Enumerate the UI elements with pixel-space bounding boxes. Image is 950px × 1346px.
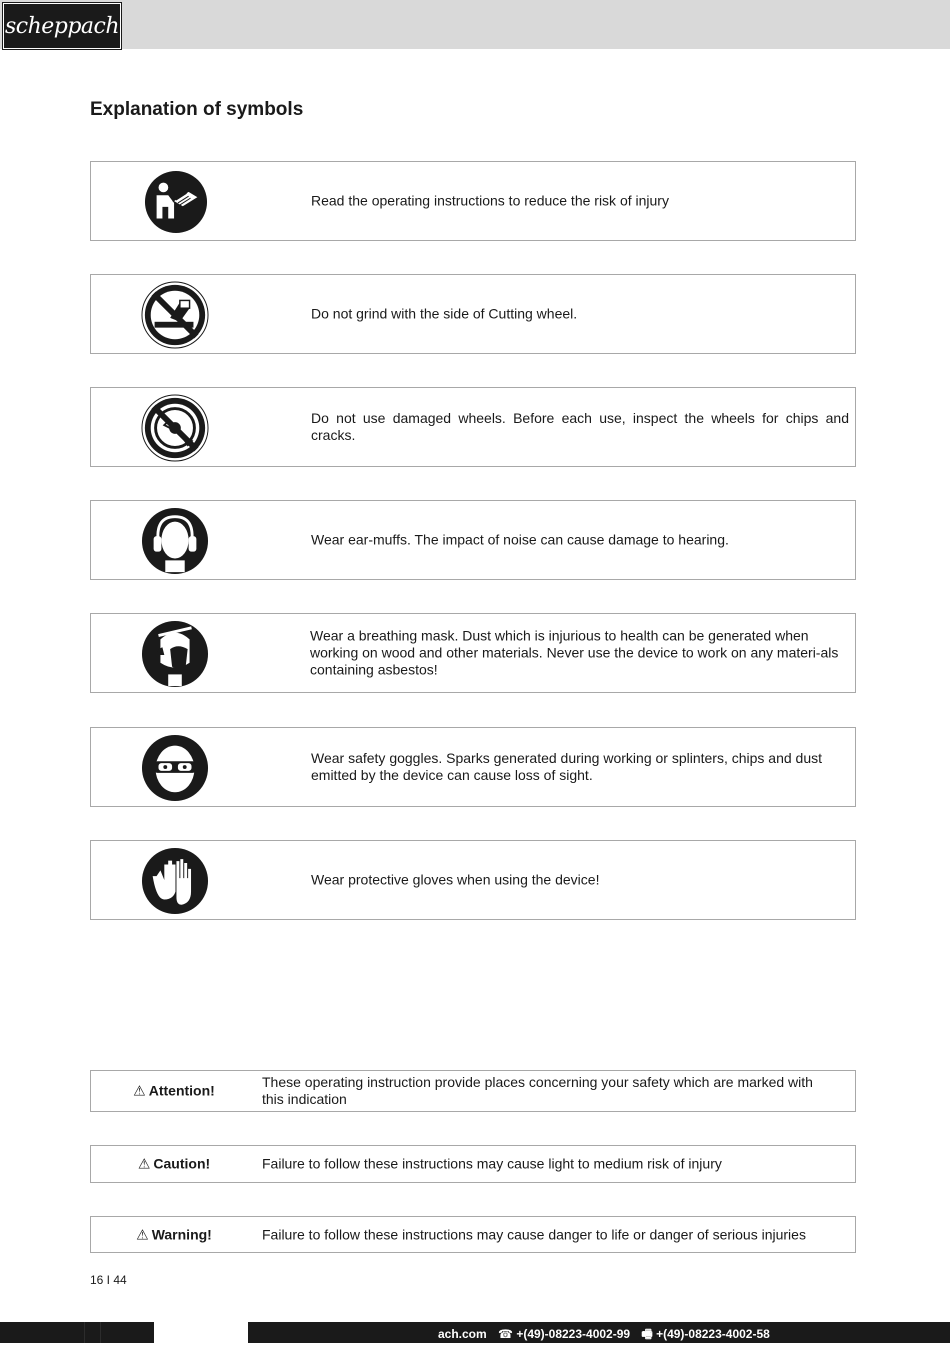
footer-contact	[438, 1325, 778, 1346]
symbol-row-protective-gloves	[90, 840, 856, 920]
symbol-row-read-manual	[90, 161, 856, 241]
symbol-row-safety-goggles	[90, 727, 856, 807]
safety-goggles-icon	[141, 734, 209, 802]
footer-phone: ☎ +(49)-08223-4002-99	[498, 1327, 631, 1341]
no-side-grinding-icon	[141, 281, 209, 349]
notice-text: These operating instruction provide places concerning your safety which are marked with this indication	[262, 1074, 813, 1107]
notice-text: Failure to follow these instructions may cause light to medium risk of injury	[262, 1155, 722, 1172]
notice-warning	[90, 1216, 856, 1253]
breathing-mask-icon	[141, 620, 209, 688]
ear-muffs-icon	[141, 507, 209, 575]
symbol-description: Do not grind with the side of Cutting wheel.	[311, 305, 578, 322]
footer-gap	[154, 1322, 248, 1343]
symbol-row-no-side-grinding	[90, 274, 856, 354]
symbol-row-breathing-mask	[90, 613, 856, 693]
notice-label: ⚠ Attention!	[133, 1082, 215, 1099]
page-title: Explanation of symbols	[90, 99, 304, 120]
notice-attention	[90, 1070, 856, 1112]
read-manual-icon	[144, 170, 208, 234]
brand-logo: scheppach	[3, 3, 121, 49]
symbol-description: Wear ear-muffs. The impact of noise can cause damage to hearing.	[311, 531, 729, 548]
symbol-description: Wear protective gloves when using the device!	[311, 871, 600, 888]
footer-web: ach.com	[438, 1327, 487, 1341]
notice-caution	[90, 1145, 856, 1183]
symbol-description: Wear safety goggles. Sparks generated during working or splinters, chips and dust emitted by the device can cause loss of sight.	[311, 750, 823, 783]
symbol-description: Read the operating instructions to reduce the risk of injury	[311, 192, 669, 209]
notice-label: ⚠ Warning!	[136, 1226, 212, 1242]
header-bar	[0, 0, 950, 49]
page-number: 16 I 44	[90, 1273, 127, 1287]
warning-triangle-icon: ⚠	[137, 1155, 151, 1172]
warning-triangle-icon: ⚠	[136, 1226, 149, 1242]
notice-label: ⚠ Caution!	[137, 1155, 211, 1172]
no-damaged-wheel-icon	[141, 394, 209, 462]
protective-gloves-icon	[141, 847, 209, 915]
warning-triangle-icon: ⚠	[133, 1082, 146, 1099]
symbol-row-no-damaged-wheel	[90, 387, 856, 467]
symbol-row-ear-muffs	[90, 500, 856, 580]
notice-text: Failure to follow these instructions may cause danger to life or danger of serious injuries	[262, 1226, 806, 1242]
symbol-description: Wear a breathing mask. Dust which is injurious to health can be generated when working on wood and other materials. Never use the device to work on any materi-als containing asbestos!	[310, 627, 839, 678]
footer-fax: 🖷 +(49)-08223-4002-58	[641, 1327, 770, 1341]
symbol-description: Do not use damaged wheels. Before each use, inspect the wheels for chips and cracks.	[311, 410, 849, 443]
